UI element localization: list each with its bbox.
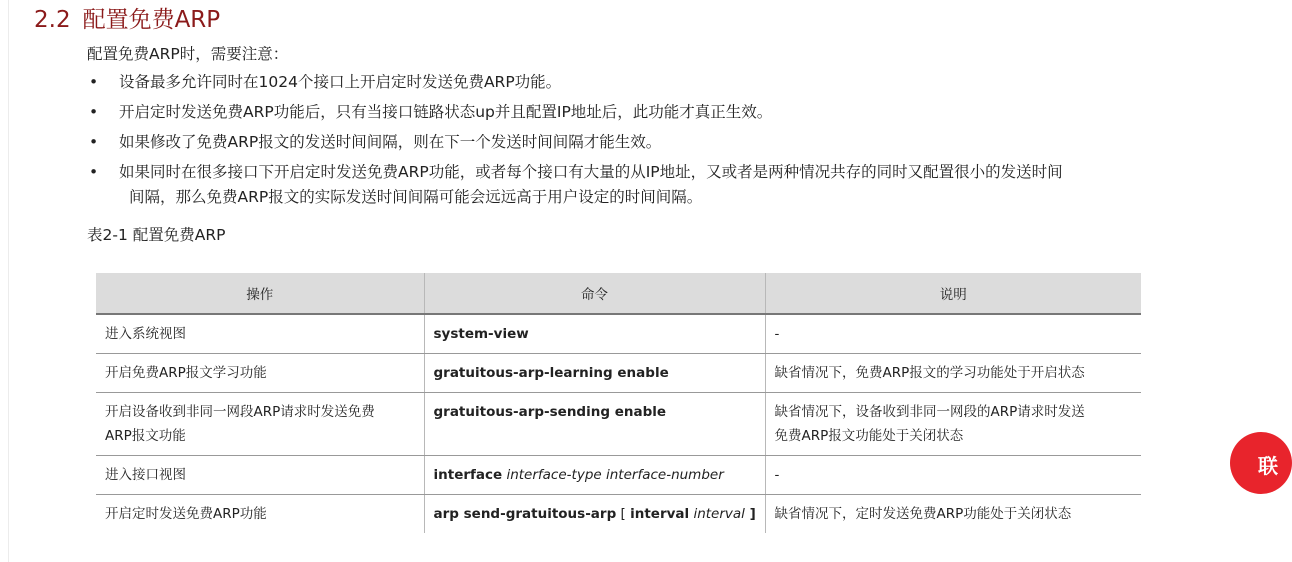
operation-text: 进入系统视图 xyxy=(105,326,186,342)
contact-button[interactable] xyxy=(1230,432,1292,494)
cell-description xyxy=(765,456,1141,495)
note-text: 间隔，那么免费ARP报文的实际发送时间间隔可能会远远高于用户设定的时间间隔。 xyxy=(129,188,703,206)
section-heading xyxy=(34,4,220,36)
cell-operation xyxy=(96,393,424,456)
command-segment: interval xyxy=(693,506,745,522)
description-text: 缺省情况下，设备收到非同一网段的ARP请求时发送 xyxy=(774,404,1085,420)
cell-operation xyxy=(96,354,424,393)
description-text: 缺省情况下，免费ARP报文的学习功能处于开启状态 xyxy=(774,365,1085,381)
cell-description xyxy=(765,354,1141,393)
note-item xyxy=(87,160,1197,210)
cell-command xyxy=(424,314,765,354)
operation-text: ARP报文功能 xyxy=(105,428,186,444)
cell-operation xyxy=(96,495,424,534)
table-caption: 表2-1 配置免费ARP xyxy=(87,226,226,244)
command-segment: arp send-gratuitous-arp xyxy=(433,506,617,522)
table-row xyxy=(96,393,1141,456)
page-left-border xyxy=(8,0,9,562)
cell-command xyxy=(424,495,765,534)
intro-text: 配置免费ARP时，需要注意： xyxy=(87,45,289,63)
cell-description xyxy=(765,495,1141,534)
header-operation: 操作 xyxy=(96,273,424,314)
command-segment: gratuitous-arp-learning enable xyxy=(433,365,669,381)
section-number: 2.2 xyxy=(34,7,71,33)
table-row xyxy=(96,495,1141,534)
table-row xyxy=(96,456,1141,495)
config-table xyxy=(96,273,1141,533)
cell-operation xyxy=(96,314,424,354)
operation-text: 开启设备收到非同一网段ARP请求时发送免费 xyxy=(105,404,375,420)
table-row xyxy=(96,354,1141,393)
bullet-icon: • xyxy=(89,103,99,121)
header-description: 说明 xyxy=(765,273,1141,314)
bullet-icon: • xyxy=(89,73,99,91)
description-text: - xyxy=(774,467,780,483)
table-row xyxy=(96,314,1141,354)
cell-command xyxy=(424,354,765,393)
description-text: - xyxy=(774,326,780,342)
notes-list xyxy=(87,70,1197,215)
note-text: 如果同时在很多接口下开启定时发送免费ARP功能，或者每个接口有大量的从IP地址，又或者是两种情况共存的同时又配置很小的发送时间 xyxy=(119,163,1063,181)
description-text: 免费ARP报文功能处于关闭状态 xyxy=(774,428,964,444)
table-header-row xyxy=(96,273,1141,314)
description-text: 缺省情况下，定时发送免费ARP功能处于关闭状态 xyxy=(774,506,1072,522)
command-segment: system-view xyxy=(433,326,529,342)
cell-description xyxy=(765,314,1141,354)
bullet-icon: • xyxy=(89,133,99,151)
command-segment: gratuitous-arp-sending enable xyxy=(433,404,667,420)
bullet-icon: • xyxy=(89,163,99,181)
note-item xyxy=(87,70,1197,95)
note-text: 开启定时发送免费ARP功能后，只有当接口链路状态up并且配置IP地址后，此功能才真正生效。 xyxy=(119,103,773,121)
contact-button-label: 联 xyxy=(1258,454,1278,478)
command-segment: ] xyxy=(744,506,756,522)
command-segment: [ xyxy=(616,506,631,522)
command-segment: interval xyxy=(630,506,690,522)
note-text: 如果修改了免费ARP报文的发送时间间隔，则在下一个发送时间间隔才能生效。 xyxy=(119,133,662,151)
cell-command xyxy=(424,393,765,456)
cell-description xyxy=(765,393,1141,456)
note-text: 设备最多允许同时在1024个接口上开启定时发送免费ARP功能。 xyxy=(119,73,562,91)
section-title: 配置免费ARP xyxy=(82,7,221,33)
operation-text: 开启免费ARP报文学习功能 xyxy=(105,365,267,381)
command-segment: interface-type interface-number xyxy=(506,467,724,483)
header-command: 命令 xyxy=(424,273,765,314)
cell-command xyxy=(424,456,765,495)
operation-text: 开启定时发送免费ARP功能 xyxy=(105,506,267,522)
note-item xyxy=(87,100,1197,125)
command-segment: interface xyxy=(433,467,503,483)
note-item xyxy=(87,130,1197,155)
operation-text: 进入接口视图 xyxy=(105,467,186,483)
cell-operation xyxy=(96,456,424,495)
